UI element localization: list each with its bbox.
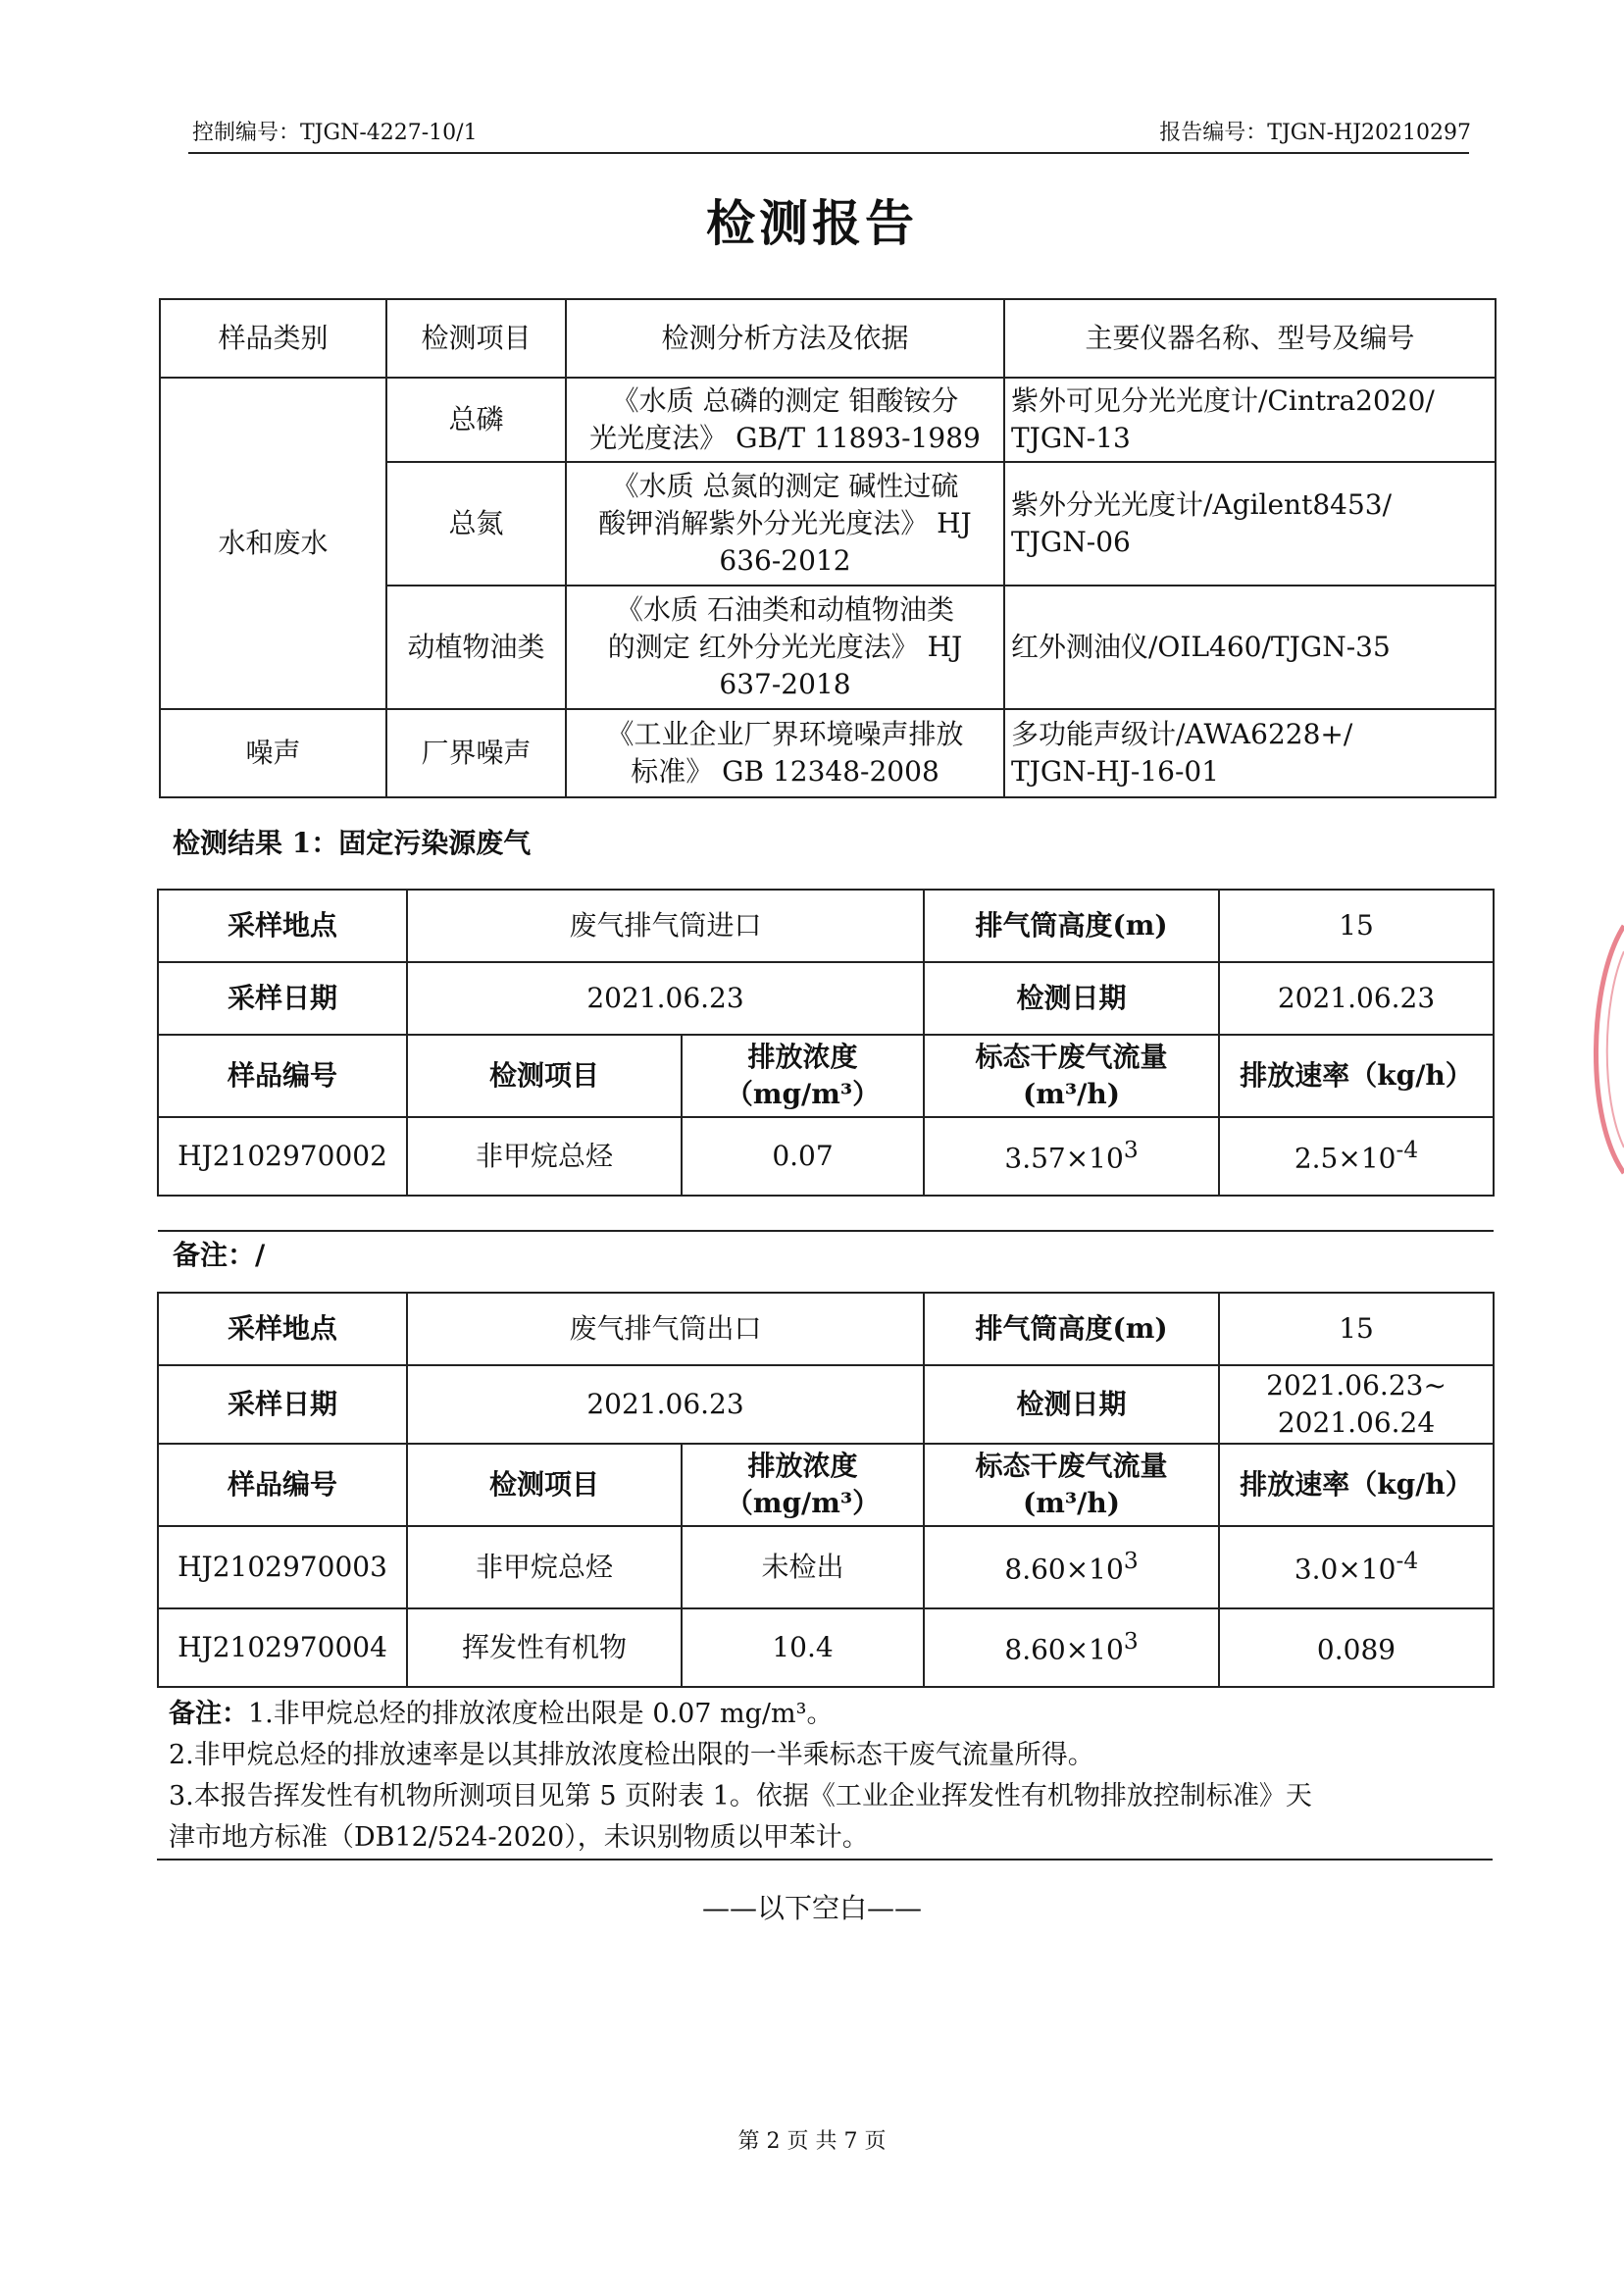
method-line: 光光度法》 GB/T 11893-1989 <box>589 422 981 454</box>
col-header-concentration <box>682 1444 924 1526</box>
instrument-line: TJGN-HJ-16-01 <box>1011 755 1220 788</box>
method-cell <box>566 709 1004 797</box>
concentration-cell: 0.07 <box>682 1117 924 1196</box>
table-row <box>158 1608 1494 1687</box>
instrument-cell: 红外测油仪/OIL460/TJGN-35 <box>1004 586 1496 709</box>
test-date-label: 检测日期 <box>924 1365 1219 1444</box>
rate-base: 2.5×10 <box>1294 1142 1396 1175</box>
item-cell: 厂界噪声 <box>386 709 566 797</box>
flow-exponent: 3 <box>1123 1627 1139 1656</box>
report-number: 报告编号：TJGN-HJ20210297 <box>1159 121 1471 145</box>
item-cell: 总磷 <box>386 378 566 462</box>
header-line: 标态干废气流量 <box>975 1041 1168 1074</box>
rate-cell <box>1219 1117 1494 1196</box>
test-date-value: 2021.06.23 <box>1219 962 1494 1035</box>
sample-no-cell: HJ2102970002 <box>158 1117 407 1196</box>
inlet-results-table <box>157 889 1495 1232</box>
method-line: 《水质 总磷的测定 钼酸铵分 <box>611 384 959 418</box>
outlet-results-table <box>157 1292 1495 1688</box>
col-header-sample-no: 样品编号 <box>158 1035 407 1117</box>
col-header-flow <box>924 1035 1219 1117</box>
instrument-line: 多功能声级计/AWA6228+/ <box>1011 718 1353 751</box>
flow-exponent: 3 <box>1123 1547 1139 1575</box>
control-number: 控制编号：TJGN-4227-10/1 <box>192 121 478 145</box>
method-line: 《工业企业厂界环境噪声排放 <box>606 718 964 751</box>
instrument-line: 紫外可见分光光度计/Cintra2020/ <box>1011 384 1435 418</box>
note-line: 3.本报告挥发性有机物所测项目见第 5 页附表 1。依据《工业企业挥发性有机物排放控制标准》天 <box>169 1781 1312 1811</box>
col-header-item: 检测项目 <box>386 299 566 378</box>
notes-divider-top <box>157 1686 1493 1688</box>
rate-exponent: -4 <box>1396 1136 1419 1164</box>
site-label: 采样地点 <box>158 890 407 962</box>
flow-cell <box>924 1526 1219 1608</box>
test-item-cell: 非甲烷总烃 <box>407 1117 682 1196</box>
flow-base: 8.60×10 <box>1004 1633 1124 1666</box>
method-line: 标准》 GB 12348-2008 <box>631 755 939 788</box>
header-line: （mg/m³） <box>725 1487 881 1519</box>
header-line: (m³/h) <box>1023 1078 1120 1110</box>
method-cell <box>566 378 1004 462</box>
test-item-cell: 非甲烷总烃 <box>407 1526 682 1608</box>
sample-date-value: 2021.06.23 <box>407 1365 924 1444</box>
concentration-cell: 未检出 <box>682 1526 924 1608</box>
sample-no-cell: HJ2102970003 <box>158 1526 407 1608</box>
page-footer: 第 2 页 共 7 页 <box>737 2129 887 2154</box>
col-header-test-item: 检测项目 <box>407 1444 682 1526</box>
table-row <box>158 1117 1494 1196</box>
header-line: (m³/h) <box>1023 1487 1120 1519</box>
category-noise: 噪声 <box>160 709 386 797</box>
method-line: 《水质 总氮的测定 碱性过硫 <box>611 470 959 503</box>
col-header-category: 样品类别 <box>160 299 386 378</box>
instrument-line: TJGN-06 <box>1011 526 1131 558</box>
header-divider <box>188 152 1469 154</box>
col-header-flow <box>924 1444 1219 1526</box>
table-row-empty <box>158 1196 1494 1231</box>
sample-date-label: 采样日期 <box>158 1365 407 1444</box>
col-header-instrument: 主要仪器名称、型号及编号 <box>1004 299 1496 378</box>
instrument-cell <box>1004 462 1496 586</box>
concentration-cell: 10.4 <box>682 1608 924 1687</box>
table-header-row <box>158 1444 1494 1526</box>
table-row <box>160 378 1496 462</box>
method-line: 酸钾消解紫外分光光度法》 HJ <box>598 507 972 540</box>
stack-height-label: 排气筒高度(m) <box>924 890 1219 962</box>
rate-base: 0.089 <box>1316 1633 1396 1666</box>
method-line: 的测定 红外分光光度法》 HJ <box>607 631 963 664</box>
col-header-method: 检测分析方法及依据 <box>566 299 1004 378</box>
table-row <box>160 709 1496 797</box>
blank-marker: ——以下空白—— <box>701 1892 922 1924</box>
site-value: 废气排气筒进口 <box>407 890 924 962</box>
note-text: 1.非甲烷总烃的排放浓度检出限是 0.07 mg/m³。 <box>248 1699 834 1729</box>
site-label: 采样地点 <box>158 1293 407 1365</box>
table-row <box>158 962 1494 1035</box>
notes-block <box>169 1694 1483 1859</box>
result-section-title: 检测结果 1：固定污染源废气 <box>173 827 532 859</box>
table-row <box>158 1526 1494 1608</box>
col-header-sample-no: 样品编号 <box>158 1444 407 1526</box>
header-line: （mg/m³） <box>725 1078 881 1110</box>
test-date-line: 2021.06.24 <box>1277 1406 1436 1439</box>
col-header-rate: 排放速率（kg/h） <box>1219 1035 1494 1117</box>
notes-label: 备注： <box>169 1699 248 1729</box>
note-line: 津市地方标准（DB12/524-2020），未识别物质以甲苯计。 <box>169 1822 869 1853</box>
note-line: 2.非甲烷总烃的排放速率是以其排放浓度检出限的一半乘标态干废气流量所得。 <box>169 1740 1094 1770</box>
item-cell: 总氮 <box>386 462 566 586</box>
page-title: 检测报告 <box>706 195 918 252</box>
flow-exponent: 3 <box>1123 1136 1139 1164</box>
instrument-line: 紫外分光光度计/Agilent8453/ <box>1011 488 1393 522</box>
header-line: 排放浓度 <box>747 1450 858 1483</box>
rate-exponent: -4 <box>1396 1547 1419 1575</box>
empty-cell <box>158 1196 1494 1231</box>
category-water: 水和废水 <box>160 378 386 709</box>
test-date-line: 2021.06.23~ <box>1266 1369 1446 1402</box>
sample-date-value: 2021.06.23 <box>407 962 924 1035</box>
col-header-rate: 排放速率（kg/h） <box>1219 1444 1494 1526</box>
table-header-row <box>160 299 1496 378</box>
stack-height-value: 15 <box>1219 890 1494 962</box>
stack-height-label: 排气筒高度(m) <box>924 1293 1219 1365</box>
instrument-line: TJGN-13 <box>1011 422 1131 454</box>
note-line <box>169 1694 1483 1735</box>
flow-base: 3.57×10 <box>1004 1142 1124 1175</box>
methods-table <box>159 298 1497 798</box>
method-line: 637-2018 <box>719 667 851 700</box>
table-header-row <box>158 1035 1494 1117</box>
flow-cell <box>924 1608 1219 1687</box>
table-row <box>158 890 1494 962</box>
col-header-concentration <box>682 1035 924 1117</box>
item-cell: 动植物油类 <box>386 586 566 709</box>
method-line: 《水质 石油类和动植物油类 <box>616 593 954 627</box>
sample-no-cell: HJ2102970004 <box>158 1608 407 1687</box>
instrument-cell <box>1004 378 1496 462</box>
header-line: 排放浓度 <box>747 1041 858 1074</box>
method-line: 636-2012 <box>719 543 851 577</box>
stack-height-value: 15 <box>1219 1293 1494 1365</box>
flow-base: 8.60×10 <box>1004 1553 1124 1586</box>
header-line: 标态干废气流量 <box>975 1450 1168 1483</box>
notes-divider-bottom <box>157 1859 1493 1861</box>
sample-date-label: 采样日期 <box>158 962 407 1035</box>
remark-inlet: 备注：/ <box>173 1239 266 1271</box>
flow-cell <box>924 1117 1219 1196</box>
table-row <box>158 1365 1494 1444</box>
rate-base: 3.0×10 <box>1294 1553 1396 1586</box>
table-row <box>158 1293 1494 1365</box>
col-header-test-item: 检测项目 <box>407 1035 682 1117</box>
test-date-value <box>1219 1365 1494 1444</box>
seal-stamp <box>1579 922 1624 1177</box>
instrument-cell <box>1004 709 1496 797</box>
test-item-cell: 挥发性有机物 <box>407 1608 682 1687</box>
rate-cell <box>1219 1608 1494 1687</box>
method-cell <box>566 586 1004 709</box>
test-date-label: 检测日期 <box>924 962 1219 1035</box>
site-value: 废气排气筒出口 <box>407 1293 924 1365</box>
method-cell <box>566 462 1004 586</box>
rate-cell <box>1219 1526 1494 1608</box>
